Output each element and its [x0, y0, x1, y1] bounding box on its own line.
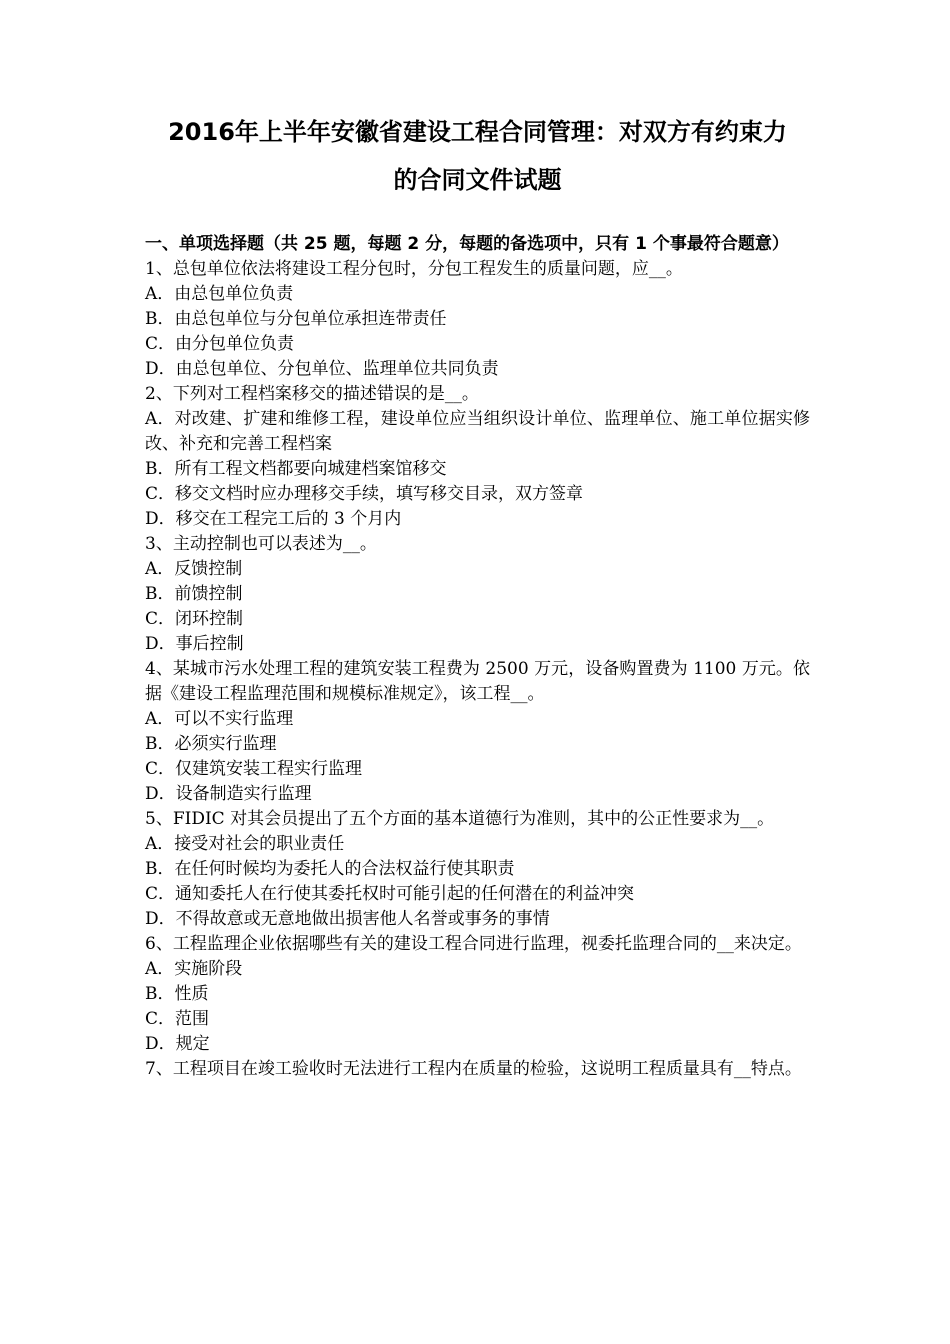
option-a: A．实施阶段: [145, 959, 243, 979]
option-c: C．闭环控制: [145, 609, 244, 629]
option-d: D．移交在工程完工后的 3 个月内: [145, 509, 402, 529]
question-5: [145, 807, 810, 932]
option-b: B．必须实行监理: [145, 734, 277, 754]
option-d: D．规定: [145, 1034, 210, 1054]
option-c: C．由分包单位负责: [145, 334, 295, 354]
question-stem: 6、工程监理企业依据哪些有关的建设工程合同进行监理，视委托监理合同的__来决定。: [145, 934, 802, 954]
question-7: [145, 1057, 810, 1082]
question-4: [145, 657, 810, 807]
question-stem: 5、FIDIC 对其会员提出了五个方面的基本道德行为准则，其中的公正性要求为__。: [145, 809, 775, 829]
section-heading: 一、单项选择题（共 25 题，每题 2 分，每题的备选项中，只有 1 个事最符合题意）: [145, 234, 789, 254]
option-d: D．事后控制: [145, 634, 244, 654]
option-a: A．由总包单位负责: [145, 284, 294, 304]
option-d: D．由总包单位、分包单位、监理单位共同负责: [145, 359, 499, 379]
option-c: C．范围: [145, 1009, 210, 1029]
option-a: A．接受对社会的职业责任: [145, 834, 345, 854]
question-6: [145, 932, 810, 1057]
question-stem: 4、某城市污水处理工程的建筑安装工程费为 2500 万元，设备购置费为 1100 万元。依据《建设工程监理范围和规模标准规定》，该工程__。: [145, 659, 810, 704]
document-title: [145, 108, 810, 204]
title-line-1: 2016年上半年安徽省建设工程合同管理：对双方有约束力: [168, 118, 787, 146]
option-b: B．在任何时候均为委托人的合法权益行使其职责: [145, 859, 515, 879]
option-d: D．设备制造实行监理: [145, 784, 312, 804]
option-b: B．由总包单位与分包单位承担连带责任: [145, 309, 447, 329]
document-page: [145, 108, 810, 1082]
option-a: A．反馈控制: [145, 559, 243, 579]
question-1: [145, 257, 810, 382]
option-a: A．对改建、扩建和维修工程，建设单位应当组织设计单位、监理单位、施工单位据实修改、补充和完善工程档案: [145, 409, 810, 454]
question-list: [145, 257, 810, 1082]
option-b: B．前馈控制: [145, 584, 243, 604]
option-b: B．性质: [145, 984, 209, 1004]
option-b: B．所有工程文档都要向城建档案馆移交: [145, 459, 447, 479]
title-line-2: 的合同文件试题: [393, 166, 562, 194]
question-stem: 2、下列对工程档案移交的描述错误的是__。: [145, 384, 479, 404]
option-c: C．通知委托人在行使其委托权时可能引起的任何潜在的利益冲突: [145, 884, 635, 904]
option-c: C．仅建筑安装工程实行监理: [145, 759, 363, 779]
option-a: A．可以不实行监理: [145, 709, 294, 729]
question-stem: 1、总包单位依法将建设工程分包时，分包工程发生的质量问题，应__。: [145, 259, 683, 279]
option-c: C．移交文档时应办理移交手续，填写移交目录，双方签章: [145, 484, 584, 504]
question-stem: 7、工程项目在竣工验收时无法进行工程内在质量的检验，这说明工程质量具有__特点。: [145, 1059, 802, 1079]
question-3: [145, 532, 810, 657]
question-2: [145, 382, 810, 532]
option-d: D．不得故意或无意地做出损害他人名誉或事务的事情: [145, 909, 550, 929]
question-stem: 3、主动控制也可以表述为__。: [145, 534, 377, 554]
